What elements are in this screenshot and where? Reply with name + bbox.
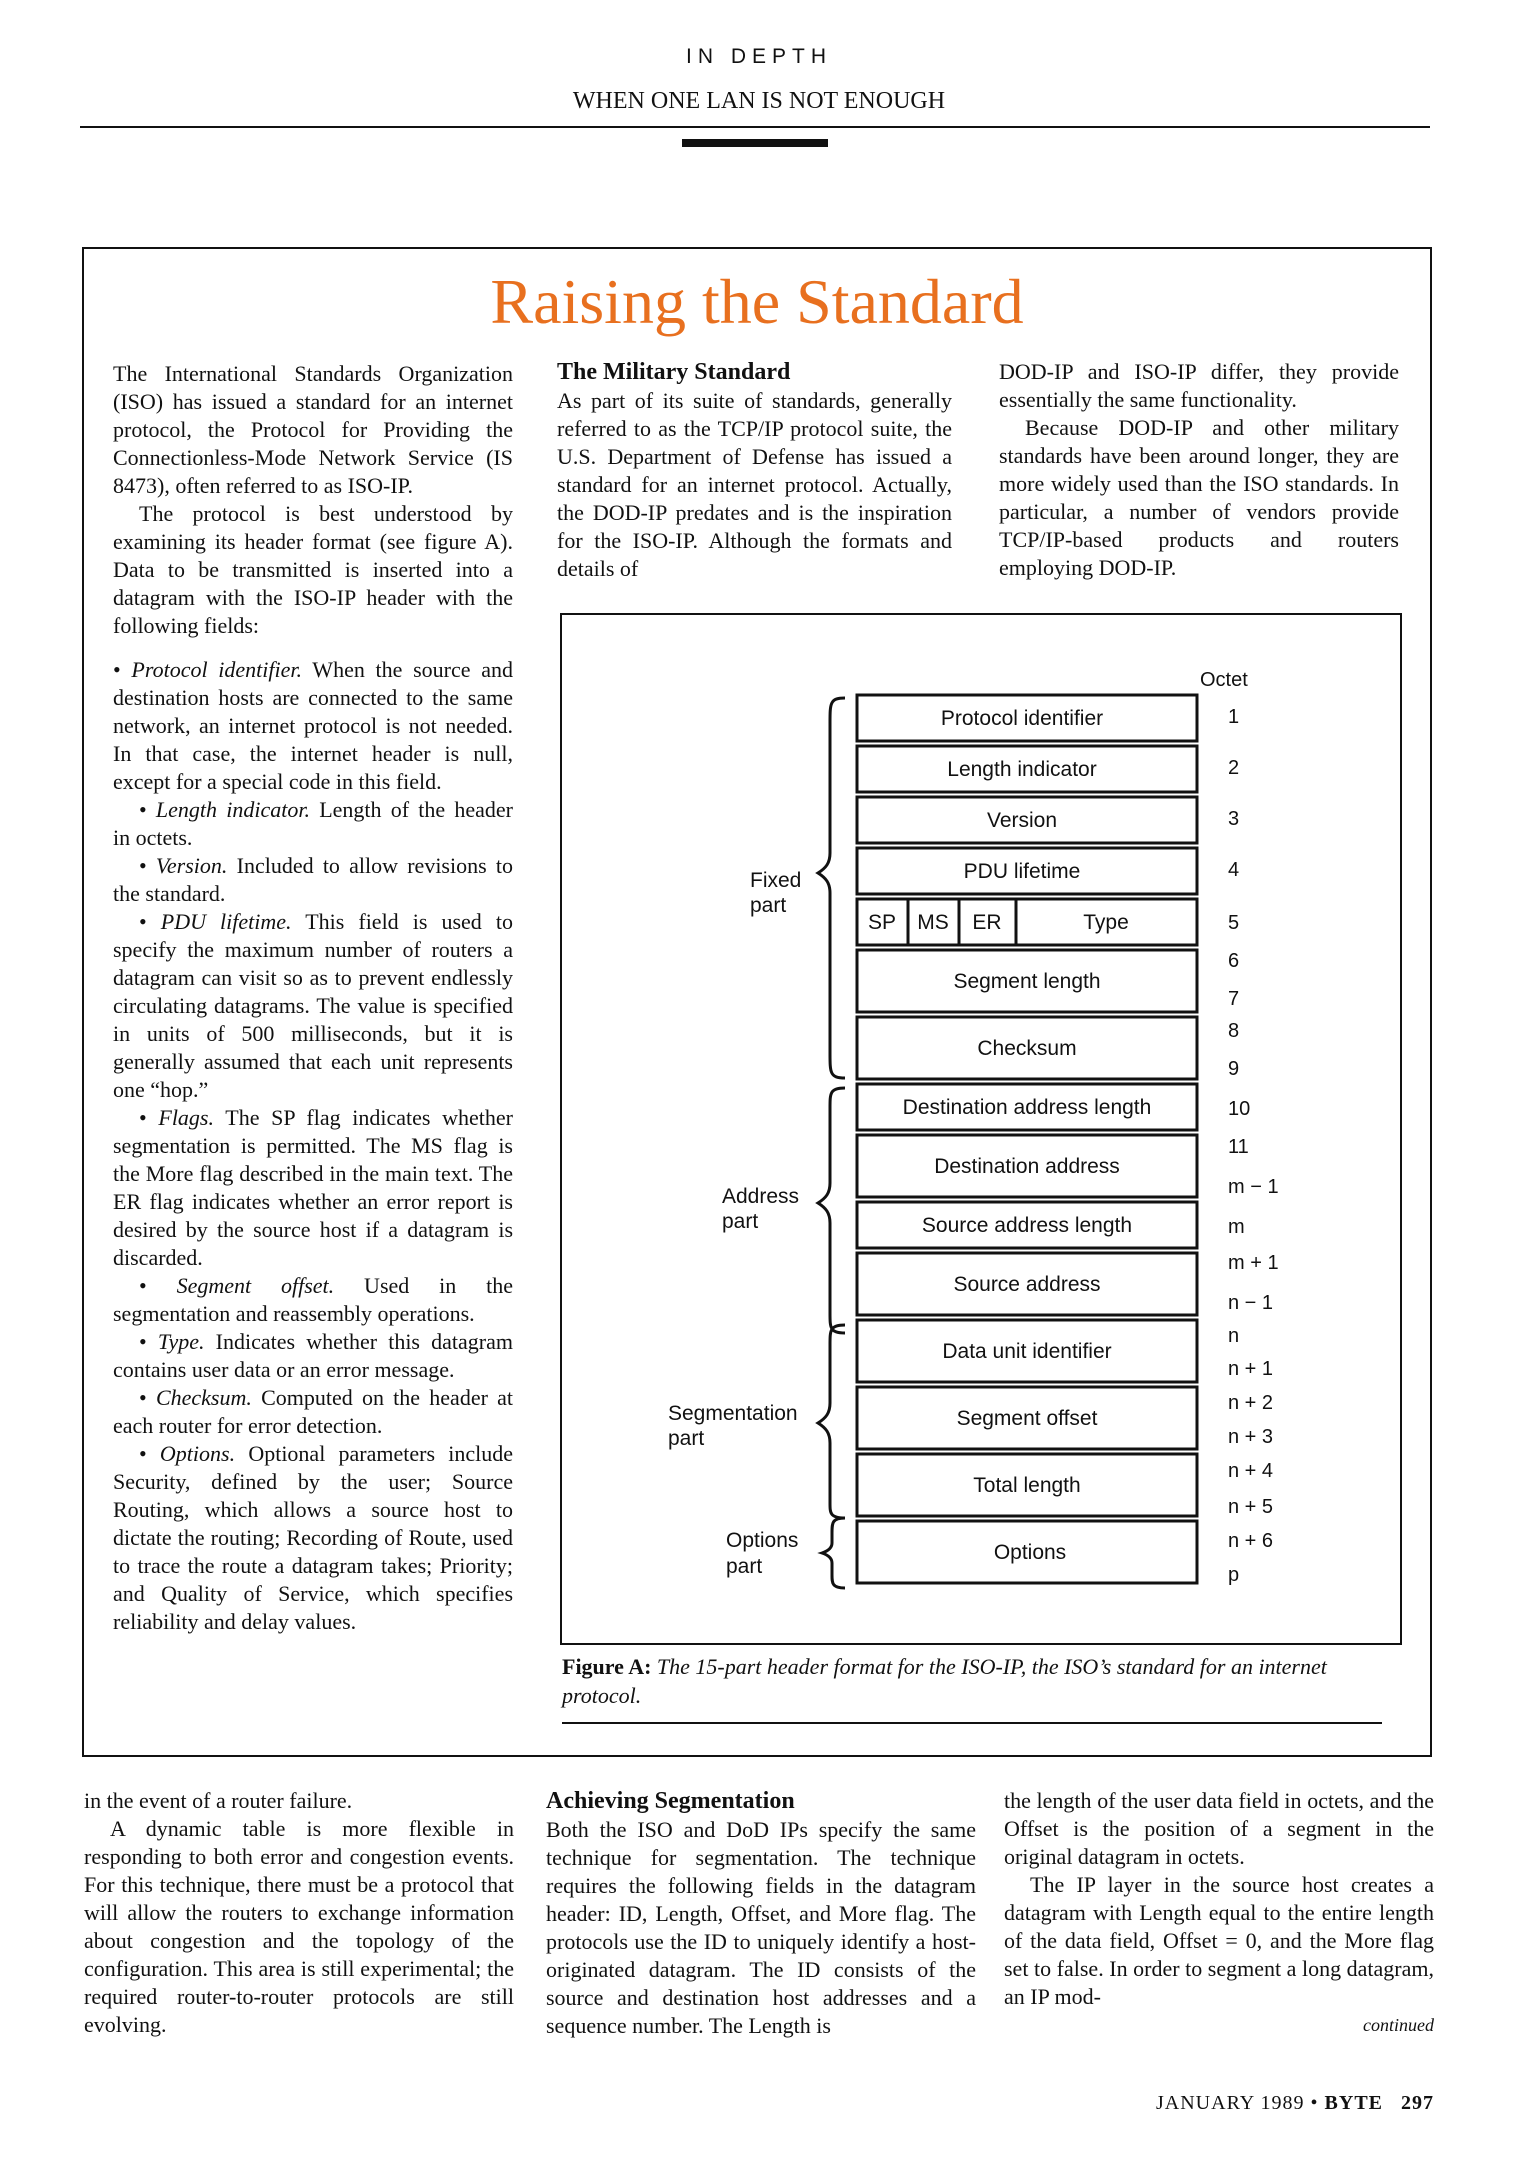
field-label: Checksum (977, 1037, 1077, 1060)
paragraph: The IP layer in the source host creates a datagram with Length equal to the entire length of the data field, Offset = 0, and the More flag set to false. In order to segment a long datagram, an IP mod- (1004, 1872, 1434, 2009)
page-number: 297 (1401, 2092, 1434, 2114)
bullet-text: Used in the segmentation and reassembly operations. (113, 1273, 514, 1326)
field-bullet (113, 1328, 513, 1384)
group-label: part (750, 894, 787, 917)
octet-number: n + 5 (1228, 1496, 1274, 1518)
bullet-text: The SP flag indicates whether segmentation is permitted. The MS flag is the More flag described in the main text. The ER flag indicates whether an error report is desired by the source host if a datagram is discarded. (113, 1105, 514, 1270)
bullet-text: Included to allow revisions to the standard. (113, 853, 513, 906)
bullet-text: Optional parameters include Security, defined by the user; Source Routing, which allows a source host to dictate the routing; Recording of Route, used to trace the route a datagram takes; Priority; and Quality of Service, which specifies reliability and delay values. (113, 1441, 513, 1634)
bullet-term: Segment offset. (176, 1273, 335, 1298)
field-label: Protocol identifier (940, 707, 1104, 730)
section-kicker: IN DEPTH (685, 45, 832, 68)
bullet-text: Indicates whether this datagram contains user data or an error message. (113, 1329, 513, 1382)
field-label: Type (1083, 911, 1129, 934)
field-label: Destination address (934, 1155, 1120, 1178)
body-column-1 (84, 1787, 514, 2039)
bullet-dot: • (139, 1385, 156, 1410)
bullet-term: PDU lifetime. (160, 909, 292, 934)
field-bullet (113, 1384, 513, 1440)
octet-number: 7 (1228, 988, 1240, 1010)
octet-number: m + 1 (1228, 1252, 1279, 1274)
field-bullet (113, 1440, 513, 1636)
paragraph: the length of the user data field in octets, and the Offset is the position of a segment in the original datagram in octets. (1004, 1788, 1434, 1869)
field-label: Destination address length (902, 1096, 1152, 1119)
header-format-diagram (560, 613, 1402, 1645)
octet-header: Octet (1200, 669, 1248, 691)
bullet-dot: • (139, 1329, 158, 1354)
bullet-term: Checksum. (155, 1385, 252, 1410)
body-column-2 (546, 1787, 976, 2040)
bullet-dot: • (139, 853, 156, 878)
octet-number: 5 (1228, 912, 1240, 934)
continued-note: continued (1363, 2015, 1434, 2035)
octet-number: 10 (1228, 1098, 1251, 1120)
field-bullet (113, 1272, 513, 1328)
bullet-term: Options. (159, 1441, 236, 1466)
octet-number: 3 (1228, 808, 1240, 830)
octet-number: 2 (1228, 757, 1240, 779)
paragraph: in the event of a router failure. (84, 1788, 353, 1813)
field-label: Length indicator (947, 758, 1097, 781)
sidebar-column-1 (113, 360, 513, 1636)
bullet-dot: • (113, 657, 132, 682)
footer-magazine: BYTE (1324, 2092, 1383, 2114)
group-label: Options (726, 1529, 799, 1552)
paragraph: A dynamic table is more flexible in responding to both error and congestion events. For this technique, there must be a protocol that will allow the routers to exchange information about congestion and the topology of the configuration. This area is still experimental; the required router-to-router protocols are still evolving. (84, 1816, 514, 2037)
options-part-brace (822, 1518, 845, 1588)
field-label: Segment length (953, 970, 1101, 993)
flag-sp: SP (867, 911, 897, 934)
octet-number: 6 (1228, 950, 1240, 972)
address-part-brace (818, 1088, 845, 1333)
footer-separator: • (1310, 2092, 1319, 2114)
field-label: Source address (953, 1273, 1101, 1296)
group-label: part (722, 1210, 759, 1233)
octet-number: n + 1 (1228, 1358, 1274, 1380)
sidebar-title: Raising the Standard (490, 266, 1024, 337)
group-label: Segmentation (668, 1402, 798, 1425)
octet-number: n − 1 (1228, 1292, 1274, 1314)
field-bullet-list (113, 656, 513, 1636)
bullet-term: Type. (157, 1329, 205, 1354)
header-rule (80, 126, 1430, 128)
group-label: Address (722, 1185, 800, 1208)
group-label: part (668, 1427, 705, 1450)
bullet-text: When the source and destination hosts are connected to the same network, an internet protocol is not needed. In that case, the internet header is null, except for a special code in this field. (113, 657, 513, 794)
flag-ms: MS (917, 911, 949, 934)
paragraph: Because DOD-IP and other military standards have been around longer, they are more widely used than the ISO standards. In particular, a number of vendors provide TCP/IP-based products and routers employing DOD-IP. (999, 415, 1399, 580)
octet-number: m − 1 (1228, 1176, 1279, 1198)
flag-er: ER (972, 911, 1002, 934)
field-label: Options (993, 1541, 1067, 1564)
bullet-dot: • (139, 1273, 177, 1298)
group-label: Fixed (750, 869, 802, 892)
octet-number: 4 (1228, 859, 1240, 881)
paragraph: DOD-IP and ISO-IP differ, they provide essentially the same functionality. (999, 359, 1399, 412)
subheading: Achieving Segmentation (546, 1788, 795, 1814)
paragraph: Both the ISO and DoD IPs specify the same technique for segmentation. The technique requires the following fields in the datagram header: ID, Length, Offset, and More flag. The protocols use the ID to uniquely identify a host-originated datagram. The ID consists of the source and destination host addresses and a sequence number. The Length is (546, 1817, 976, 2038)
subheading: The Military Standard (557, 359, 791, 385)
octet-number: 9 (1228, 1058, 1240, 1080)
bullet-dot: • (139, 797, 156, 822)
bullet-text: Computed on the header at each router for error detection. (113, 1385, 514, 1438)
octet-number: n + 2 (1228, 1392, 1274, 1414)
field-label: Data unit identifier (942, 1340, 1112, 1363)
octet-number: m (1228, 1216, 1245, 1238)
figure-caption (562, 1652, 1382, 1710)
bullet-dot: • (139, 1105, 159, 1130)
caption-rule (562, 1722, 1382, 1724)
octet-number: 11 (1228, 1136, 1249, 1158)
field-label: Total length (973, 1474, 1081, 1497)
bullet-text: Length of the header in octets. (113, 797, 513, 850)
field-bullet (113, 1104, 513, 1272)
bullet-dot: • (139, 909, 161, 934)
caption-text: The 15-part header format for the ISO-IP, the ISO’s standard for an internet protocol. (562, 1654, 1327, 1708)
group-label: part (726, 1555, 763, 1578)
sidebar-column-3 (999, 358, 1399, 582)
octet-number: p (1228, 1564, 1240, 1586)
field-label: Segment offset (956, 1407, 1098, 1430)
field-bullet (113, 796, 513, 852)
bullet-term: Length indicator. (155, 797, 310, 822)
octet-number: n + 4 (1228, 1460, 1274, 1482)
caption-label: Figure A: (562, 1654, 652, 1679)
page-footer (1156, 2092, 1434, 2115)
segmentation-part-brace (818, 1325, 845, 1518)
paragraph: The International Standards Organization (ISO) has issued a standard for an internet protocol, the Protocol for Providing the Connectionless-Mode Network Service (IS 8473), often referred to as ISO-IP. (113, 361, 513, 498)
bullet-text: This field is used to specify the maximum number of routers a datagram can visit so as to prevent endlessly circulating datagrams. The value is specified in units of 500 milliseconds, but it is generally assumed that each unit represents one “hop.” (113, 909, 513, 1102)
octet-number: 8 (1228, 1020, 1240, 1042)
fixed-part-brace (818, 698, 845, 1078)
field-bullet (113, 656, 513, 796)
bullet-term: Version. (155, 853, 228, 878)
field-label: PDU lifetime (963, 860, 1081, 883)
octet-number: n + 3 (1228, 1426, 1274, 1448)
octet-number: 1 (1228, 706, 1240, 728)
bullet-dot: • (139, 1441, 160, 1466)
field-bullet (113, 852, 513, 908)
field-label: Source address length (921, 1214, 1133, 1237)
body-column-3 (1004, 1787, 1434, 2039)
running-title: WHEN ONE LAN IS NOT ENOUGH (572, 88, 946, 114)
field-label: Version (986, 809, 1058, 832)
octet-number: n + 6 (1228, 1530, 1274, 1552)
paragraph: As part of its suite of standards, generally referred to as the TCP/IP protocol suite, the U.S. Department of Defense has issued a standard for an internet protocol. Actually, the DOD-IP predates and is the inspiration for the ISO-IP. Although the formats and details of (557, 388, 952, 581)
header-bar (682, 139, 828, 147)
field-bullet (113, 908, 513, 1104)
sidebar-column-2 (557, 358, 952, 583)
bullet-term: Protocol identifier. (131, 657, 302, 682)
bullet-term: Flags. (158, 1105, 214, 1130)
paragraph: The protocol is best understood by examining its header format (see figure A). Data to be transmitted is inserted into a datagram with the ISO-IP header with the following fields: (113, 501, 513, 638)
octet-number: n (1228, 1325, 1240, 1347)
footer-date: JANUARY 1989 (1156, 2092, 1305, 2114)
